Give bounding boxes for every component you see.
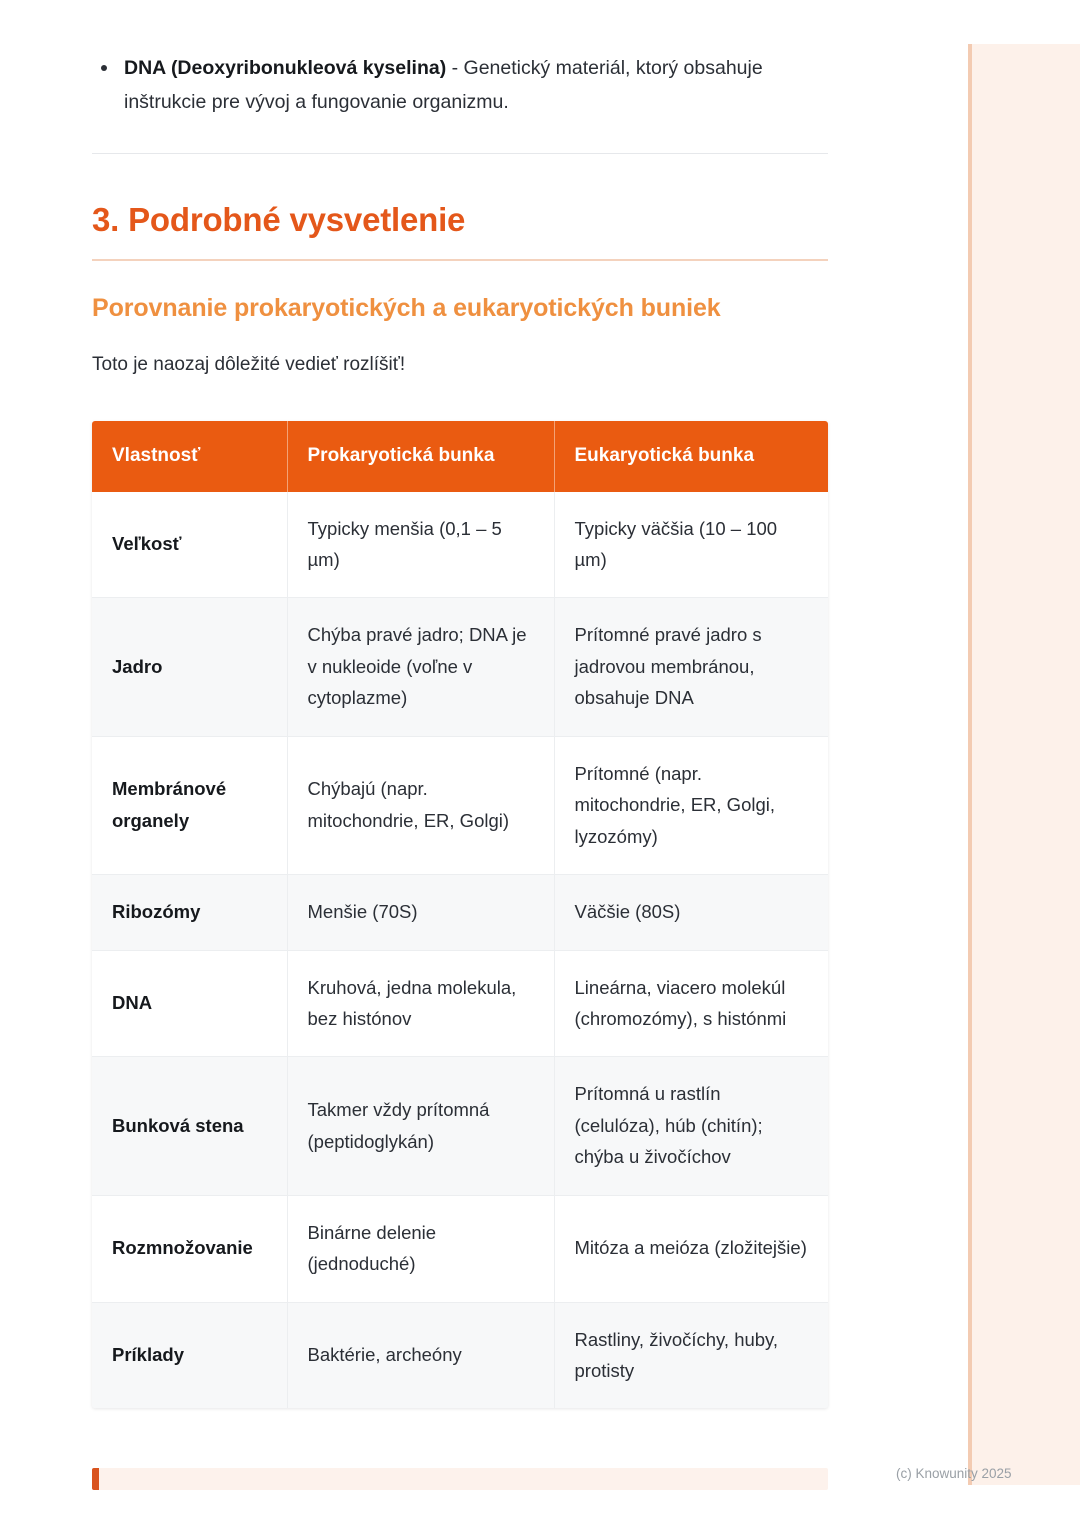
definition-bullet-list xyxy=(92,0,828,119)
comparison-table xyxy=(92,421,828,1409)
cell-feature: Ribozómy xyxy=(92,875,287,950)
comparison-table-container xyxy=(92,421,828,1409)
table-header xyxy=(92,421,828,492)
bullet-term: DNA (Deoxyribonukleová kyselina) xyxy=(124,57,447,79)
heading-underline xyxy=(92,259,828,261)
cell-prokaryotic: Chýbajú (napr. mitochondrie, ER, Golgi) xyxy=(287,736,554,874)
cell-eukaryotic: Rastliny, živočíchy, huby, protisty xyxy=(554,1302,828,1408)
table-body xyxy=(92,492,828,1409)
table-row xyxy=(92,492,828,598)
table-header-row xyxy=(92,421,828,492)
cell-feature: Veľkosť xyxy=(92,492,287,598)
table-row xyxy=(92,875,828,950)
cell-feature: Príklady xyxy=(92,1302,287,1408)
cell-prokaryotic: Typicky menšia (0,1 – 5 µm) xyxy=(287,492,554,598)
footer-credit: (c) Knowunity 2025 xyxy=(896,1466,1012,1481)
table-row xyxy=(92,1195,828,1302)
cell-eukaryotic: Prítomná u rastlín (celulóza), húb (chitín); chýba u živočíchov xyxy=(554,1057,828,1195)
table-row xyxy=(92,950,828,1057)
document-content xyxy=(92,0,828,1408)
cell-eukaryotic: Typicky väčšia (10 – 100 µm) xyxy=(554,492,828,598)
cell-prokaryotic: Takmer vždy prítomná (peptidoglykán) xyxy=(287,1057,554,1195)
cell-prokaryotic: Menšie (70S) xyxy=(287,875,554,950)
page-title: 3. Podrobné vysvetlenie xyxy=(92,201,466,239)
cell-eukaryotic: Mitóza a meióza (zložitejšie) xyxy=(554,1195,828,1302)
cell-feature: Jadro xyxy=(92,598,287,736)
cell-feature: Membránové organely xyxy=(92,736,287,874)
cell-eukaryotic: Prítomné (napr. mitochondrie, ER, Golgi, lyzozómy) xyxy=(554,736,828,874)
cell-feature: DNA xyxy=(92,950,287,1057)
lead-paragraph: Toto je naozaj dôležité vedieť rozlíšiť! xyxy=(92,353,406,375)
bullet-description: - Genetický materiál, ktorý obsahuje inštrukcie pre vývoj a fungovanie organizmu. xyxy=(124,57,763,113)
callout-stub xyxy=(92,1468,828,1490)
column-header-eukaryotic: Eukaryotická bunka xyxy=(554,421,828,492)
cell-feature: Bunková stena xyxy=(92,1057,287,1195)
table-row xyxy=(92,736,828,874)
section-divider xyxy=(92,153,828,154)
cell-prokaryotic: Baktérie, archeóny xyxy=(287,1302,554,1408)
cell-prokaryotic: Chýba pravé jadro; DNA je v nukleoide (voľne v cytoplazme) xyxy=(287,598,554,736)
column-header-prokaryotic: Prokaryotická bunka xyxy=(287,421,554,492)
subsection-title: Porovnanie prokaryotických a eukaryotických buniek xyxy=(92,294,721,323)
right-margin-panel xyxy=(968,44,1080,1485)
list-item xyxy=(92,52,828,119)
cell-eukaryotic: Väčšie (80S) xyxy=(554,875,828,950)
cell-eukaryotic: Prítomné pravé jadro s jadrovou membránou, obsahuje DNA xyxy=(554,598,828,736)
table-row xyxy=(92,1057,828,1195)
cell-feature: Rozmnožovanie xyxy=(92,1195,287,1302)
table-row xyxy=(92,1302,828,1408)
column-header-feature: Vlastnosť xyxy=(92,421,287,492)
cell-prokaryotic: Binárne delenie (jednoduché) xyxy=(287,1195,554,1302)
cell-eukaryotic: Lineárna, viacero molekúl (chromozómy), s histónmi xyxy=(554,950,828,1057)
table-row xyxy=(92,598,828,736)
cell-prokaryotic: Kruhová, jedna molekula, bez histónov xyxy=(287,950,554,1057)
